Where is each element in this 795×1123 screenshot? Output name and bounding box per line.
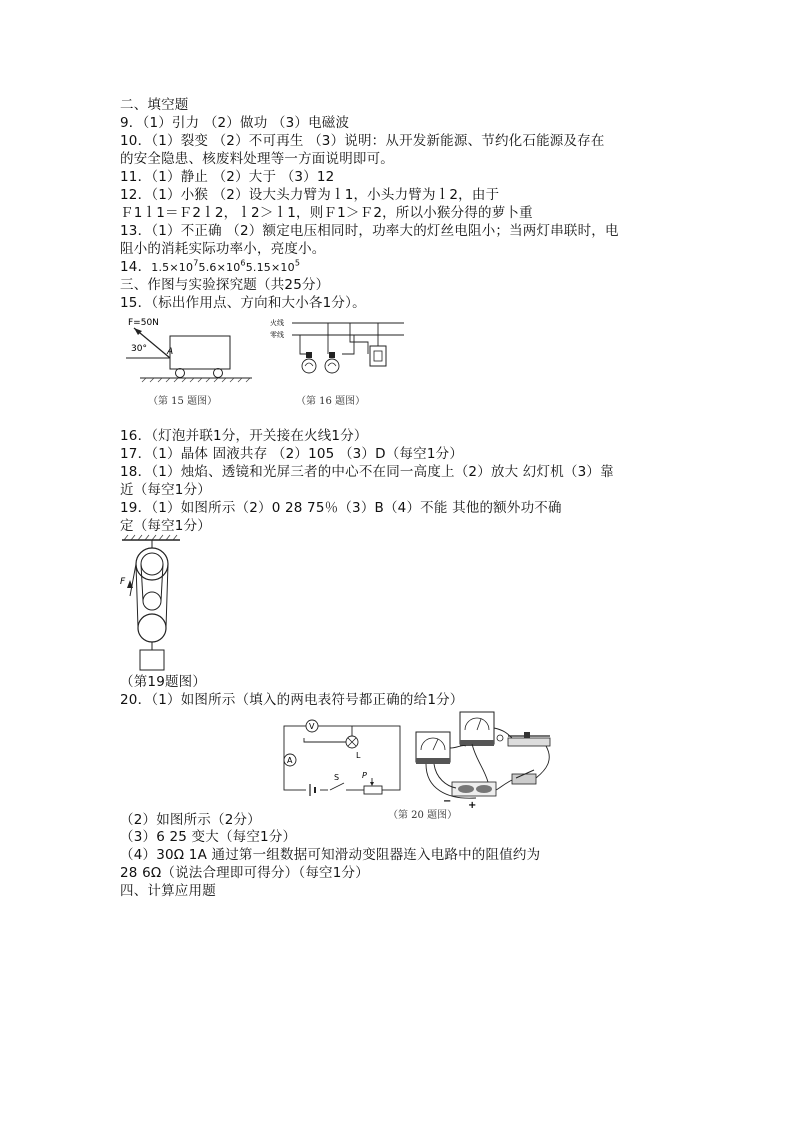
fig16-lamp-1 [302, 352, 316, 373]
fig20-caption: （第 20 题图） [388, 810, 458, 821]
fig20-physical-circuit [416, 712, 550, 811]
fig15-ground-hatch [142, 378, 250, 382]
fig16-lamp-2 [325, 352, 339, 373]
answer-12-line2: Ｆ1ｌ1＝Ｆ2ｌ2，ｌ2＞ｌ1，则Ｆ1＞Ｆ2，所以小猴分得的萝卜重 [120, 205, 533, 221]
fig15-point-label: A [167, 347, 174, 357]
fig20-minus-sign: − [443, 796, 452, 807]
answer-13-line1: 13．（1）不正确 （2）额定电压相同时，功率大的灯丝电阻小；当两灯串联时，电 [120, 223, 619, 239]
fig15-force-label: F=50N [128, 318, 159, 328]
answer-19-line1: 19．（1）如图所示（2）0 28 75％（3）B（4）不能 其他的额外功不确 [120, 500, 562, 516]
answer-19-line2: 定（每空1分） [120, 518, 211, 534]
fig20-physical-switch [512, 774, 536, 784]
fig20-ammeter-label: A [287, 756, 293, 765]
fig15-angle-label: 30° [131, 344, 147, 354]
section-4-heading: 四、计算应用题 [120, 883, 216, 899]
answer-10-line1: 10．（1）裂变 （2）不可再生 （3）说明：从开发新能源、节约化石能源及存在 [120, 133, 605, 149]
figure-20-circuit [276, 708, 560, 824]
answer-11: 11．（1）静止 （2）大于 （3）12 [120, 169, 335, 185]
answer-20-4-line1: （4）30Ω 1A 通过第一组数据可知滑动变阻器连入电路中的阻值约为 [120, 847, 541, 863]
fig16-neutral-label: 零线 [270, 331, 284, 339]
fig20-switch-symbol [328, 783, 346, 794]
answer-20-2: （2）如图所示（2分） [120, 812, 261, 828]
figure-19-pulley-block [118, 534, 188, 674]
answer-16: 16．（灯泡并联1分，开关接在火线1分） [120, 428, 368, 444]
answer-15: 15．（标出作用点、方向和大小各1分）。 [120, 295, 366, 311]
fig19-force-label: F [120, 577, 126, 587]
fig16-switch [370, 346, 386, 366]
answer-20: 20．（1）如图所示（填入的两电表符号都正确的给1分） [120, 692, 464, 708]
fig20-slider-label: P [362, 771, 367, 780]
fig15-wheel-left [176, 369, 185, 378]
answer-14 [120, 259, 300, 276]
fig20-physical-lamp [497, 735, 503, 741]
fig15-cart-body [170, 336, 230, 369]
answer-14-exp-2: 6 [240, 258, 246, 268]
fig20-schematic-wires [284, 726, 400, 790]
fig19-caption: （第19题图） [120, 674, 207, 690]
answer-9: 9．（1）引力 （2）做功 （3）电磁波 [120, 115, 350, 131]
fig16-caption: （第 16 题图） [296, 396, 366, 407]
fig15-caption: （第 15 题图） [148, 396, 218, 407]
section-2-heading: 二、填空题 [120, 97, 189, 113]
answer-14-value-3: 5.15×10 [245, 261, 295, 274]
answer-14-exp-3: 5 [294, 258, 301, 268]
fig19-load [140, 650, 164, 670]
figure-16-household-circuit [268, 314, 408, 410]
answer-18-line2: 近（每空1分） [120, 482, 211, 498]
fig20-rheostat-symbol [364, 778, 382, 794]
answer-17: 17．（1）晶体 固液共存 （2）105 （3）D（每空1分） [120, 446, 464, 462]
section-3-heading: 三、作图与实验探究题（共25分） [120, 277, 330, 293]
fig20-physical-rheostat [508, 738, 550, 746]
answer-14-value-1: 1.5×10 [151, 261, 194, 274]
fig20-lamp-label: L [356, 751, 361, 760]
fig19-ceiling-hatch [124, 535, 177, 540]
answer-14-label: 14． [120, 259, 152, 275]
fig19-moving-pulley [138, 614, 166, 642]
fig19-fixed-pulley-inner [141, 553, 163, 575]
fig15-wheel-right [214, 369, 223, 378]
fig20-plus-sign: + [468, 800, 477, 811]
answer-14-exp-1: 7 [193, 258, 199, 268]
fig20-switch-label: S [334, 773, 340, 782]
fig19-small-pulley [143, 592, 161, 610]
fig16-wiring [300, 323, 378, 354]
answer-10-line2: 的安全隐患、核废料处理等一方面说明即可。 [120, 151, 394, 167]
answer-14-value-2: 5.6×10 [198, 261, 241, 274]
figure-15-cart-force [120, 314, 260, 410]
fig20-battery-symbol [306, 784, 320, 796]
answer-13-line2: 阻小的消耗实际功率小，亮度小。 [120, 241, 326, 257]
answer-20-3: （3）6 25 变大（每空1分） [120, 829, 297, 845]
fig20-voltmeter-label: V [309, 722, 315, 731]
fig16-live-label: 火线 [270, 319, 284, 327]
answer-18-line1: 18．（1）烛焰、透镜和光屏三者的中心不在同一高度上（2）放大 幻灯机（3）靠 [120, 464, 614, 480]
fig20-lamp-symbol [346, 736, 358, 748]
answer-20-4-line2: 28 6Ω（说法合理即可得分）（每空1分） [120, 865, 369, 881]
answer-12-line1: 12．（1）小猴 （2）设大头力臂为ｌ1，小头力臂为ｌ2，由于 [120, 187, 500, 203]
